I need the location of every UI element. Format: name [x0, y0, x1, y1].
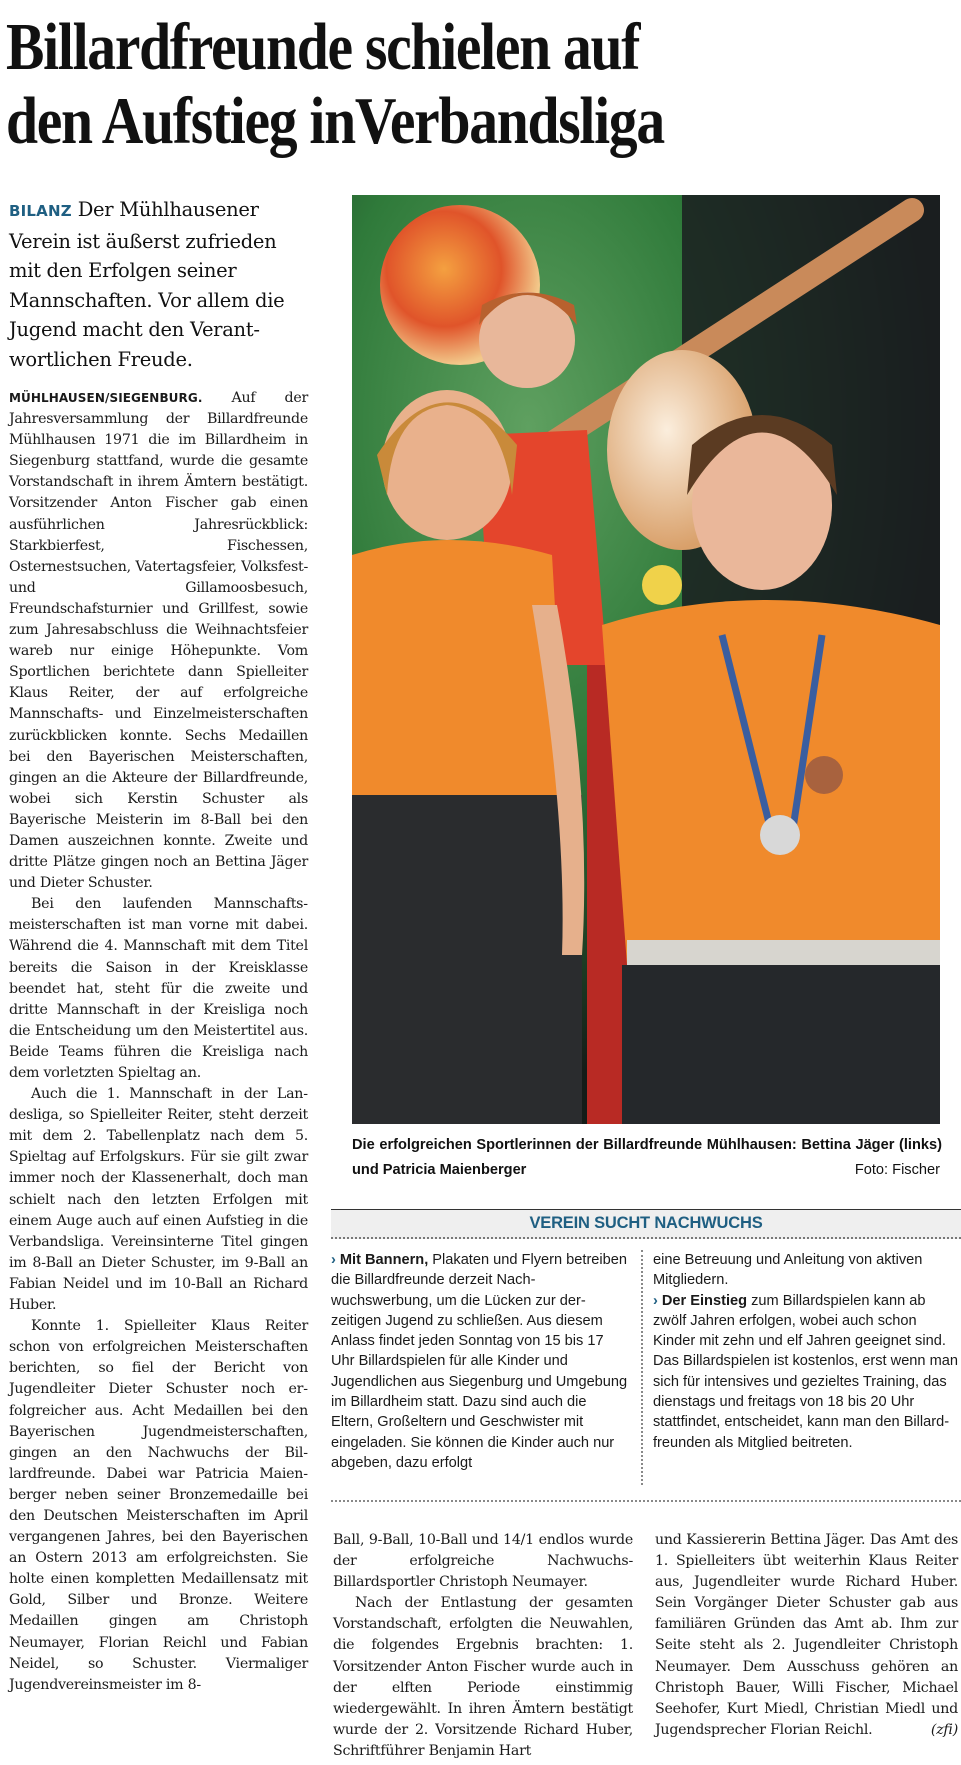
paragraph: [655, 1530, 958, 1741]
gold-medal: [642, 565, 682, 605]
infobox-item-lead: Mit Bannern,: [339, 1252, 429, 1268]
infobox: [331, 1209, 961, 1485]
infobox-item-continuation: eine Betreuung und Anleitung von aktiven Mitgliedern.: [653, 1252, 923, 1289]
left-woman-shirt: [352, 540, 567, 815]
author-tag: (zfi): [930, 1721, 958, 1738]
infobox-column-2: [653, 1250, 958, 1453]
chevron-right-icon: ›: [331, 1252, 336, 1268]
article-bottom-column-2: [655, 1530, 958, 1741]
column-divider: [641, 1250, 643, 1485]
paragraph: Ball, 9-Ball, 10-Ball und 14/1 endlos wurde der erfolgreiche Nachwuchs-Billardsportler Christoph Neumayer.: [333, 1532, 633, 1591]
headline-line-1: Billardfreunde schielen auf: [6, 10, 640, 84]
paragraph: Konnte 1. Spielleiter Klaus Reiter schon von erfolgreichen Meisterschaften berichten, so fiel der Bericht von Jugendleiter Dieter Schuster noch erfolgreicher aus. Acht Medaillen bei den Bayerischen Jugendmeisterschaften, gingen an den Nachwuchs der Billardfreunde. Dabei war Patricia Maienberger neben seiner Bronzemedaille bei den Deutschen Meisterschaften im April vergangenen Jahres, bei den Bayerischen an Ostern 2013 am erfolgreichsten. Sie holte einen kompletten Medaillensatz mit Gold, Silber und Bronze. Weitere Medaillen gingen am Christoph Neumayer, Florian Reichl und Fabian Neidel, so Schuster. Viermaliger Jugendvereinsmeister im 8-: [9, 1318, 308, 1693]
right-woman-trousers: [622, 965, 940, 1124]
infobox-item: [653, 1291, 958, 1453]
photo-credit: Foto: Fischer: [854, 1162, 940, 1178]
teaser-text: Der Mühlhausener Verein ist äußerst zufrieden mit den Erfolgen seiner Mannschaften. Vor allem die Jugend macht den Verantwortlichen Freude.: [9, 198, 285, 371]
infobox-item-lead: Der Einstieg: [661, 1292, 748, 1309]
infobox-columns: [331, 1250, 961, 1485]
chevron-right-icon: ›: [653, 1292, 658, 1309]
infobox-bottom-rule: [331, 1500, 961, 1502]
photo-caption: [352, 1133, 942, 1183]
right-woman-shirt: [602, 600, 940, 965]
right-woman-shirt-hem: [627, 940, 940, 965]
article-body: [9, 388, 308, 1696]
paragraph-text: Auf der Jahresversammlung der Billardfreunde Mühlhausen 1971 die im Billardheim in Siegenburg stattfand, wurde die gesamte Vorstandschaft in ihrem Ämtern bestätigt. Vorsitzender Anton Fischer gab einen ausführlichen Jahresrückblick: Starkbierfest, Fischessen, Osternestsuchen, Vatertagsfeier, Volksfest- und Gillamoosbesuch, Freundschafsturnier und Grillfest, sowie zum Jahresabschluss die Weihnachtsfeier wareb nur einige Höhepunkte. Vom Sportlichen berichtete dann Spielleiter Klaus Reiter, der auf erfolgreiche Mannschafts- und Einzelmeisterschaften zurückblicken konnte. Sechs Medaillen bei den Bayerischen Meisterschaften, gingen an die Akteure der Billardfreunde, wobei sich Kerstin Schuster als Bayerische Meisterin im 8-Ball bei den Damen auszeichnen konnte. Zweite und dritte Plätze gingen noch an Bettina Jäger und Dieter Schuster.: [9, 390, 308, 892]
kicker: BILANZ: [9, 202, 72, 220]
paragraph-text: und Kassiererin Bettina Jäger. Das Amt des 1. Spielleiters übt weiterhin Klaus Reiter aus, Jugendleiter wurde Richard Huber. Sein Vorgänger Dieter Schuster gab aus familiären Gründen das Amt ab. Ihm zur Seite steht als 2. Jugendleiter Christoph Neumayer. Dem Ausschuss gehören an Christoph Bauer, Willi Fischer, Michael Seehofer, Kurt Miedl, Christian Miedl und Jugendsprecher Florian Reichl.: [655, 1532, 958, 1738]
paragraph: Bei den laufenden Mannschaftsmeisterschaften ist man vorne mit dabei. Während die 4. Mannschaft mit dem Titel bereits die Saison in der Kreisklasse beendet hat, steht für die zweite und dritte Mannschaft in der Kreisliga noch die Entscheidung um den Meistertitel aus. Beide Teams führen die Kreisliga nach dem vorletzten Spieltag an.: [9, 896, 308, 1081]
caption-text: Die erfolgreichen Sportlerinnen der Billardfreunde Mühlhausen: Bettina Jäger (links) und Patricia Maienberger: [352, 1137, 942, 1178]
infobox-column-1: [331, 1250, 631, 1473]
bronze-medal: [805, 756, 843, 794]
left-woman-trousers: [352, 795, 582, 1124]
article-photo: [352, 195, 940, 1124]
teaser: [9, 195, 308, 374]
dateline: MÜHLHAUSEN/SIEGENBURG.: [9, 391, 203, 405]
article-bottom-column-1: [333, 1530, 633, 1762]
paragraph: [9, 388, 308, 894]
paragraph: Nach der Entlastung der gesamten Vorstandschaft, erfolgten die Neuwahlen, die folgendes Ergebnis brachten: 1. Vorsitzender Anton Fischer wurde auch in der elften Periode einstimmig wiedergewählt. In ihren Ämtern bestätigt wurde der 2. Vorsitzende Richard Huber, Schriftführer Benjamin Hart: [333, 1595, 633, 1759]
headline-line-2: den Aufstieg inVerbandsliga: [6, 84, 664, 158]
infobox-item-text: zum Billardspielen kann ab zwölf Jahren erfolgen, wobei auch schon Kinder mit zehn und elf Jahren geeignet sind. Das Billardspielen ist kostenlos, erst wenn man sich für intensives und gezieltes Training, das dienstags und freitags von 18 bis 20 Uhr stattfindet, entscheidet, kann man den Billardfreunden als Mitglied beitreten.: [653, 1292, 958, 1451]
photo-illustration: [352, 195, 940, 1124]
infobox-item-text: Plakaten und Flyern betreiben die Billardfreunde derzeit Nachwuchswerbung, um die Lücken zur derzeitigen Jugend zu schließen. Aus diesem Anlass findet jeden Sonntag von 15 bis 17 Uhr Billardspielen für alle Kinder und Jugendlichen aus Siegenburg und Umgebung im Billardheim statt. Dazu sind auch die Eltern, Großeltern und Geschwister mit eingeladen. Sie können die Kinder auch nur abgeben, dazu erfolgt: [331, 1252, 628, 1471]
silver-medal: [760, 815, 800, 855]
headline: [6, 10, 823, 158]
article-left-column: [9, 195, 308, 1696]
paragraph: Auch die 1. Mannschaft in der Landesliga, so Spielleiter Reiter, steht derzeit mit dem 2. Tabellenplatz nach dem 5. Spieltag auf Erfolgskurs. Für sie gilt zwar immer noch der Klassenerhalt, doch man schielt nach den letzten Erfolgen mit einem Auge auch auf einen Aufstieg in die Verbandsliga. Vereinsinterne Titel gingen im 8-Ball an Dieter Schuster, im 9-Ball an Fabian Neidel und im 10-Ball an Richard Huber.: [9, 1086, 308, 1314]
infobox-title: VEREIN SUCHT NACHWUCHS: [331, 1210, 961, 1239]
left-woman-face: [382, 390, 512, 540]
